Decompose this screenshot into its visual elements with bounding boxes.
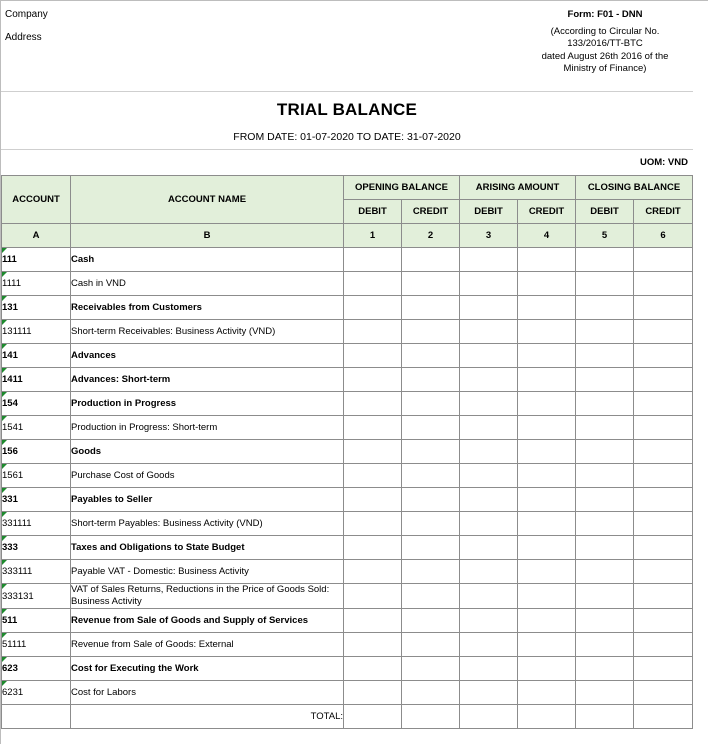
- arising-credit-cell[interactable]: [518, 609, 576, 633]
- number-as-text-indicator-icon: [2, 440, 7, 445]
- closing-debit-cell[interactable]: [576, 681, 634, 705]
- header-account-name: ACCOUNT NAME: [71, 176, 344, 224]
- account-name-cell[interactable]: VAT of Sales Returns, Reductions in the Price of Goods Sold: Business Activity: [71, 584, 344, 609]
- account-cell[interactable]: [2, 512, 71, 536]
- closing-debit-cell[interactable]: [576, 416, 634, 440]
- header-opening-balance: OPENING BALANCE: [344, 176, 460, 200]
- number-as-text-indicator-icon: [2, 464, 7, 469]
- opening-credit-cell[interactable]: [402, 512, 460, 536]
- header-account: ACCOUNT: [2, 176, 71, 224]
- account-name-cell[interactable]: Revenue from Sale of Goods: External: [71, 633, 344, 657]
- header-opening-debit: DEBIT: [344, 200, 402, 224]
- number-as-text-indicator-icon: [2, 392, 7, 397]
- arising-credit-cell[interactable]: [518, 488, 576, 512]
- opening-credit-cell[interactable]: [402, 416, 460, 440]
- account-name-cell[interactable]: Cash in VND: [71, 272, 344, 296]
- total-opening-debit-cell[interactable]: [344, 705, 402, 729]
- arising-debit-cell[interactable]: [460, 344, 518, 368]
- account-cell[interactable]: [2, 609, 71, 633]
- opening-debit-cell[interactable]: [344, 609, 402, 633]
- closing-debit-cell[interactable]: [576, 464, 634, 488]
- arising-credit-cell[interactable]: [518, 512, 576, 536]
- opening-credit-cell[interactable]: [402, 488, 460, 512]
- account-code: 131111: [2, 326, 32, 337]
- account-name-cell[interactable]: Taxes and Obligations to State Budget: [71, 536, 344, 560]
- opening-debit-cell[interactable]: [344, 296, 402, 320]
- closing-debit-cell[interactable]: [576, 320, 634, 344]
- header-closing-debit: DEBIT: [576, 200, 634, 224]
- number-as-text-indicator-icon: [2, 512, 7, 517]
- total-closing-debit-cell[interactable]: [576, 705, 634, 729]
- row-gridline: [1, 149, 693, 150]
- account-cell[interactable]: [2, 440, 71, 464]
- closing-debit-cell[interactable]: [576, 248, 634, 272]
- table-row: [2, 512, 693, 536]
- arising-debit-cell[interactable]: [460, 609, 518, 633]
- table-row: [2, 320, 693, 344]
- account-code: 156: [2, 446, 18, 457]
- account-name-cell[interactable]: Production in Progress: Short-term: [71, 416, 344, 440]
- number-as-text-indicator-icon: [2, 368, 7, 373]
- index-label: B: [71, 224, 344, 248]
- opening-credit-cell[interactable]: [402, 536, 460, 560]
- account-code: 6231: [2, 687, 24, 698]
- closing-debit-cell[interactable]: [576, 633, 634, 657]
- closing-debit-cell[interactable]: [576, 609, 634, 633]
- arising-credit-cell[interactable]: [518, 633, 576, 657]
- arising-debit-cell[interactable]: [460, 560, 518, 584]
- opening-debit-cell[interactable]: [344, 368, 402, 392]
- closing-credit-cell[interactable]: [634, 368, 693, 392]
- opening-credit-cell[interactable]: [402, 272, 460, 296]
- account-code: 1411: [2, 374, 23, 385]
- arising-credit-cell[interactable]: [518, 416, 576, 440]
- total-arising-credit-cell[interactable]: [518, 705, 576, 729]
- arising-credit-cell[interactable]: [518, 560, 576, 584]
- account-code: 1541: [2, 422, 24, 433]
- arising-debit-cell[interactable]: [460, 584, 518, 609]
- number-as-text-indicator-icon: [2, 536, 7, 541]
- arising-debit-cell[interactable]: [460, 368, 518, 392]
- closing-credit-cell[interactable]: [634, 320, 693, 344]
- account-cell[interactable]: [2, 272, 71, 296]
- closing-credit-cell[interactable]: [634, 416, 693, 440]
- form-note-line: 133/2016/TT-BTC: [567, 38, 643, 49]
- table-row: [2, 248, 693, 272]
- closing-credit-cell[interactable]: [634, 609, 693, 633]
- opening-debit-cell[interactable]: [344, 464, 402, 488]
- table-row: [2, 681, 693, 705]
- opening-debit-cell[interactable]: [344, 488, 402, 512]
- arising-debit-cell[interactable]: [460, 440, 518, 464]
- arising-credit-cell[interactable]: [518, 392, 576, 416]
- arising-credit-cell[interactable]: [518, 368, 576, 392]
- account-cell[interactable]: [2, 657, 71, 681]
- arising-debit-cell[interactable]: [460, 633, 518, 657]
- table-row: [2, 392, 693, 416]
- arising-credit-cell[interactable]: [518, 344, 576, 368]
- closing-credit-cell[interactable]: [634, 584, 693, 609]
- account-name-cell[interactable]: Short-term Receivables: Business Activity (VND): [71, 320, 344, 344]
- account-name-cell[interactable]: Production in Progress: [71, 392, 344, 416]
- table-row: [2, 633, 693, 657]
- closing-debit-cell[interactable]: [576, 296, 634, 320]
- account-code: 331111: [2, 518, 32, 529]
- opening-debit-cell[interactable]: [344, 272, 402, 296]
- opening-debit-cell[interactable]: [344, 536, 402, 560]
- arising-debit-cell[interactable]: [460, 272, 518, 296]
- index-label: 4: [518, 224, 576, 248]
- header-closing-balance: CLOSING BALANCE: [576, 176, 693, 200]
- arising-debit-cell[interactable]: [460, 392, 518, 416]
- closing-debit-cell[interactable]: [576, 272, 634, 296]
- closing-credit-cell[interactable]: [634, 560, 693, 584]
- opening-debit-cell[interactable]: [344, 440, 402, 464]
- arising-credit-cell[interactable]: [518, 248, 576, 272]
- opening-debit-cell[interactable]: [344, 560, 402, 584]
- account-code: 154: [2, 398, 18, 409]
- account-code: 141: [2, 350, 18, 361]
- closing-credit-cell[interactable]: [634, 344, 693, 368]
- address-label: Address: [5, 32, 42, 43]
- account-name-cell[interactable]: Short-term Payables: Business Activity (VND): [71, 512, 344, 536]
- opening-credit-cell[interactable]: [402, 440, 460, 464]
- page-title: TRIAL BALANCE: [276, 100, 418, 119]
- account-cell[interactable]: [2, 416, 71, 440]
- opening-credit-cell[interactable]: [402, 464, 460, 488]
- opening-credit-cell[interactable]: [402, 560, 460, 584]
- form-info: [521, 9, 689, 76]
- number-as-text-indicator-icon: [2, 344, 7, 349]
- table-row: [2, 344, 693, 368]
- table-row: [2, 440, 693, 464]
- closing-credit-cell[interactable]: [634, 296, 693, 320]
- unit-of-measure: UOM: VND: [639, 157, 688, 168]
- account-name-cell[interactable]: Revenue from Sale of Goods and Supply of Services: [71, 609, 344, 633]
- arising-debit-cell[interactable]: [460, 681, 518, 705]
- arising-credit-cell[interactable]: [518, 296, 576, 320]
- closing-debit-cell[interactable]: [576, 440, 634, 464]
- opening-debit-cell[interactable]: [344, 584, 402, 609]
- company-label: Company: [5, 9, 48, 20]
- account-code: 623: [2, 663, 18, 674]
- form-note-line: (According to Circular No.: [550, 25, 660, 37]
- header-arising-amount: ARISING AMOUNT: [460, 176, 576, 200]
- opening-debit-cell[interactable]: [344, 681, 402, 705]
- row-gridline: [1, 91, 693, 92]
- closing-credit-cell[interactable]: [634, 440, 693, 464]
- number-as-text-indicator-icon: [2, 657, 7, 662]
- account-cell[interactable]: [2, 560, 71, 584]
- account-name-cell[interactable]: Payable VAT - Domestic: Business Activity: [71, 560, 344, 584]
- account-name-cell[interactable]: Cash: [71, 248, 344, 272]
- opening-debit-cell[interactable]: [344, 392, 402, 416]
- account-code: 333: [2, 542, 18, 553]
- arising-credit-cell[interactable]: [518, 584, 576, 609]
- form-note-line: Ministry of Finance): [563, 63, 647, 74]
- arising-credit-cell[interactable]: [518, 464, 576, 488]
- number-as-text-indicator-icon: [2, 681, 7, 686]
- arising-debit-cell[interactable]: [460, 488, 518, 512]
- total-spacer-cell: [2, 705, 71, 729]
- closing-debit-cell[interactable]: [576, 536, 634, 560]
- number-as-text-indicator-icon: [2, 609, 7, 614]
- account-cell[interactable]: [2, 296, 71, 320]
- account-code: 1561: [2, 470, 24, 481]
- table-row: [2, 560, 693, 584]
- trial-balance-table: [1, 175, 693, 729]
- number-as-text-indicator-icon: [2, 320, 7, 325]
- closing-debit-cell[interactable]: [576, 560, 634, 584]
- account-code: 331: [2, 494, 18, 505]
- number-as-text-indicator-icon: [2, 633, 7, 638]
- opening-debit-cell[interactable]: [344, 248, 402, 272]
- table-row: [2, 488, 693, 512]
- table-row: [2, 416, 693, 440]
- number-as-text-indicator-icon: [2, 584, 7, 589]
- account-cell[interactable]: [2, 681, 71, 705]
- number-as-text-indicator-icon: [2, 248, 7, 253]
- opening-credit-cell[interactable]: [402, 344, 460, 368]
- account-cell[interactable]: [2, 584, 71, 609]
- account-cell[interactable]: [2, 248, 71, 272]
- closing-debit-cell[interactable]: [576, 512, 634, 536]
- opening-credit-cell[interactable]: [402, 609, 460, 633]
- account-name-cell[interactable]: Receivables from Customers: [71, 296, 344, 320]
- account-cell[interactable]: [2, 320, 71, 344]
- arising-credit-cell[interactable]: [518, 536, 576, 560]
- number-as-text-indicator-icon: [2, 560, 7, 565]
- table-row: [2, 272, 693, 296]
- closing-debit-cell[interactable]: [576, 344, 634, 368]
- table-row: [2, 609, 693, 633]
- account-cell[interactable]: [2, 344, 71, 368]
- account-name-cell[interactable]: Purchase Cost of Goods: [71, 464, 344, 488]
- opening-debit-cell[interactable]: [344, 657, 402, 681]
- account-cell[interactable]: [2, 368, 71, 392]
- closing-debit-cell[interactable]: [576, 392, 634, 416]
- number-as-text-indicator-icon: [2, 296, 7, 301]
- opening-debit-cell[interactable]: [344, 320, 402, 344]
- header-opening-credit: CREDIT: [402, 200, 460, 224]
- account-code: 333111: [2, 566, 33, 577]
- total-row: [2, 705, 693, 729]
- form-note-line: dated August 26th 2016 of the: [541, 50, 669, 62]
- opening-debit-cell[interactable]: [344, 633, 402, 657]
- report-period: FROM DATE: 01-07-2020 TO DATE: 31-07-2020: [233, 131, 461, 143]
- account-name-cell[interactable]: Payables to Seller: [71, 488, 344, 512]
- opening-debit-cell[interactable]: [344, 344, 402, 368]
- closing-debit-cell[interactable]: [576, 488, 634, 512]
- closing-credit-cell[interactable]: [634, 657, 693, 681]
- table-row: [2, 657, 693, 681]
- index-label: A: [2, 224, 71, 248]
- opening-debit-cell[interactable]: [344, 416, 402, 440]
- table-row: [2, 584, 693, 609]
- account-cell[interactable]: [2, 392, 71, 416]
- header-arising-debit: DEBIT: [460, 200, 518, 224]
- arising-debit-cell[interactable]: [460, 320, 518, 344]
- account-name-cell[interactable]: Advances: [71, 344, 344, 368]
- account-cell[interactable]: [2, 633, 71, 657]
- opening-credit-cell[interactable]: [402, 392, 460, 416]
- opening-credit-cell[interactable]: [402, 368, 460, 392]
- total-label: TOTAL:: [71, 705, 344, 729]
- account-code: 511: [2, 615, 18, 626]
- account-code: 1111: [2, 278, 22, 289]
- index-label: 1: [344, 224, 402, 248]
- opening-credit-cell[interactable]: [402, 296, 460, 320]
- number-as-text-indicator-icon: [2, 488, 7, 493]
- table-row: [2, 536, 693, 560]
- closing-credit-cell[interactable]: [634, 512, 693, 536]
- closing-credit-cell[interactable]: [634, 633, 693, 657]
- arising-credit-cell[interactable]: [518, 320, 576, 344]
- closing-credit-cell[interactable]: [634, 392, 693, 416]
- closing-credit-cell[interactable]: [634, 464, 693, 488]
- index-label: 5: [576, 224, 634, 248]
- arising-debit-cell[interactable]: [460, 657, 518, 681]
- account-code: 51111: [2, 639, 27, 650]
- closing-credit-cell[interactable]: [634, 536, 693, 560]
- table-body: [2, 248, 693, 729]
- account-name-cell[interactable]: Cost for Executing the Work: [71, 657, 344, 681]
- arising-credit-cell[interactable]: [518, 272, 576, 296]
- arising-credit-cell[interactable]: [518, 681, 576, 705]
- arising-credit-cell[interactable]: [518, 440, 576, 464]
- account-code: 111: [2, 254, 17, 265]
- index-label: 6: [634, 224, 693, 248]
- arising-debit-cell[interactable]: [460, 512, 518, 536]
- form-code: Form: F01 - DNN: [567, 9, 643, 20]
- closing-credit-cell[interactable]: [634, 248, 693, 272]
- table-row: [2, 296, 693, 320]
- arising-debit-cell[interactable]: [460, 464, 518, 488]
- index-label: 2: [402, 224, 460, 248]
- closing-debit-cell[interactable]: [576, 368, 634, 392]
- arising-debit-cell[interactable]: [460, 536, 518, 560]
- opening-credit-cell[interactable]: [402, 657, 460, 681]
- account-cell[interactable]: [2, 464, 71, 488]
- account-cell[interactable]: [2, 536, 71, 560]
- opening-credit-cell[interactable]: [402, 633, 460, 657]
- account-code: 333131: [2, 590, 34, 602]
- header-closing-credit: CREDIT: [634, 200, 693, 224]
- closing-credit-cell[interactable]: [634, 272, 693, 296]
- opening-credit-cell[interactable]: [402, 681, 460, 705]
- table-row: [2, 368, 693, 392]
- header-arising-credit: CREDIT: [518, 200, 576, 224]
- opening-credit-cell[interactable]: [402, 248, 460, 272]
- opening-credit-cell[interactable]: [402, 584, 460, 609]
- account-name-cell[interactable]: Goods: [71, 440, 344, 464]
- index-label: 3: [460, 224, 518, 248]
- total-arising-debit-cell[interactable]: [460, 705, 518, 729]
- number-as-text-indicator-icon: [2, 416, 7, 421]
- arising-debit-cell[interactable]: [460, 296, 518, 320]
- arising-debit-cell[interactable]: [460, 248, 518, 272]
- opening-credit-cell[interactable]: [402, 320, 460, 344]
- total-opening-credit-cell[interactable]: [402, 705, 460, 729]
- account-code: 131: [2, 302, 18, 313]
- account-cell[interactable]: [2, 488, 71, 512]
- closing-debit-cell[interactable]: [576, 584, 634, 609]
- closing-debit-cell[interactable]: [576, 657, 634, 681]
- total-closing-credit-cell[interactable]: [634, 705, 693, 729]
- arising-debit-cell[interactable]: [460, 416, 518, 440]
- table-row: [2, 464, 693, 488]
- account-name-cell[interactable]: Cost for Labors: [71, 681, 344, 705]
- number-as-text-indicator-icon: [2, 272, 7, 277]
- arising-credit-cell[interactable]: [518, 657, 576, 681]
- account-name-cell[interactable]: Advances: Short-term: [71, 368, 344, 392]
- closing-credit-cell[interactable]: [634, 488, 693, 512]
- opening-debit-cell[interactable]: [344, 512, 402, 536]
- closing-credit-cell[interactable]: [634, 681, 693, 705]
